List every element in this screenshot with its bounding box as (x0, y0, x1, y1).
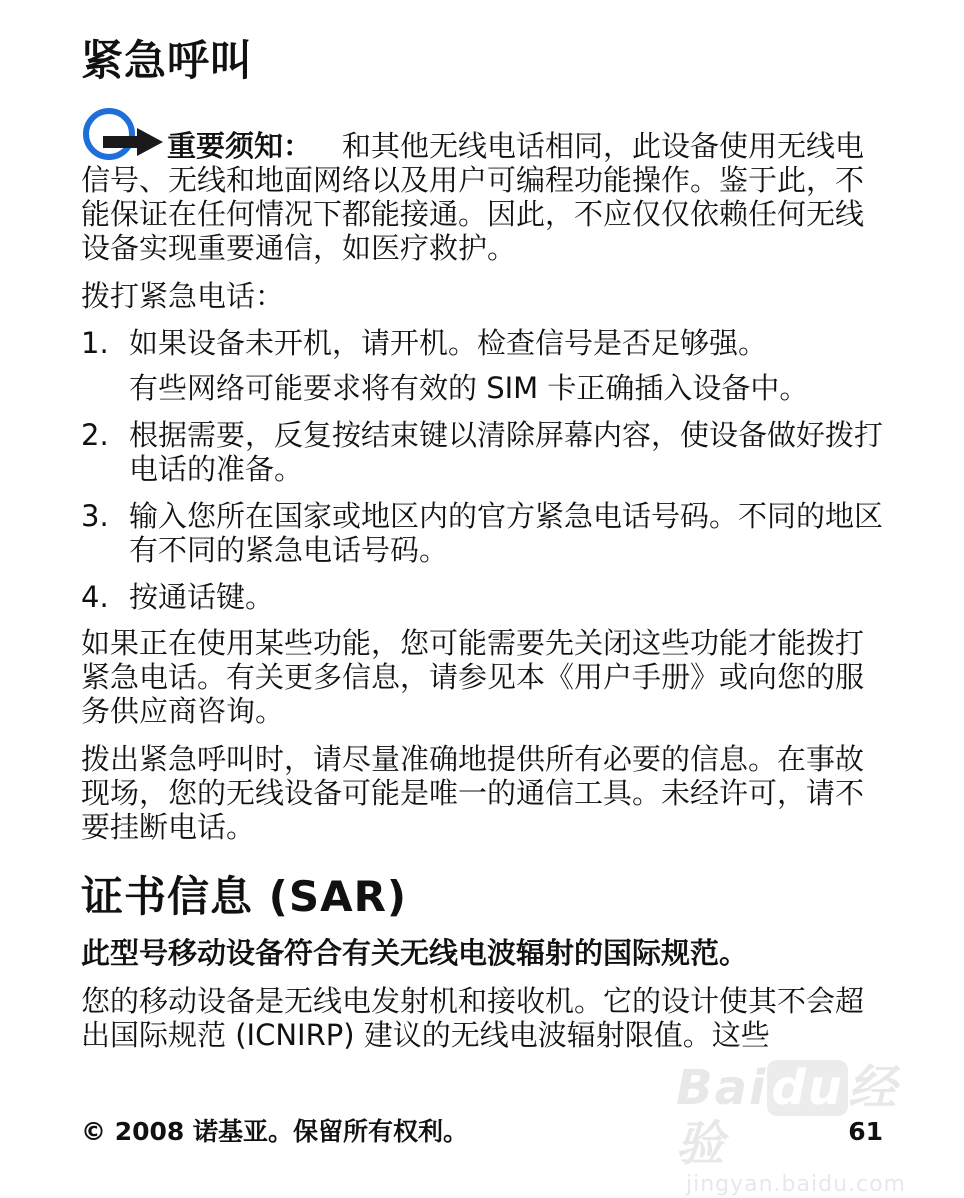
step-text: 如果设备未开机，请开机。检查信号是否足够强。 (129, 326, 768, 360)
important-notice (81, 108, 883, 265)
step-number: 3. (81, 499, 109, 533)
watermark-url: jingyan.baidu.com (685, 1172, 906, 1197)
sar-compliance-statement: 此型号移动设备符合有关无线电波辐射的国际规范。 (81, 936, 749, 970)
steps-list (81, 326, 883, 614)
step-text: 按通话键。 (129, 580, 275, 614)
step-text: 输入您所在国家或地区内的官方紧急电话号码。不同的地区有不同的紧急电话号码。 (129, 499, 884, 567)
list-item (81, 326, 883, 405)
section-title-emergency-calls: 紧急呼叫 (81, 36, 254, 85)
dial-intro: 拨打紧急电话： (81, 279, 285, 313)
important-notice-icon (81, 108, 165, 162)
step-number: 1. (81, 326, 109, 360)
paragraph-emergency-info: 拨出紧急呼叫时，请尽量准确地提供所有必要的信息。在事故现场，您的无线设备可能是唯一的通信工具。未经许可，请不要挂断电话。 (81, 742, 865, 844)
list-item (81, 418, 883, 486)
page-number: 61 (848, 1117, 883, 1146)
step-text: 根据需要，反复按结束键以清除屏幕内容，使设备做好拨打电话的准备。 (129, 418, 884, 486)
copyright-text: © 2008 诺基亚。保留所有权利。 (81, 1117, 468, 1146)
notice-label: 重要须知： (167, 129, 313, 163)
list-item (81, 499, 883, 567)
notice-text: 和其他无线电话相同，此设备使用无线电信号、无线和地面网络以及用户可编程功能操作。鉴于此，不能保证在任何情况下都能接通。因此，不应仅仅依赖任何无线设备实现重要通信，如医疗救护。 (81, 129, 865, 265)
sar-body-text: 您的移动设备是无线电发射机和接收机。它的设计使其不会超出国际规范 (ICNIRP) 建议的无线电波辐射限值。这些 (81, 984, 865, 1052)
section-title-sar: 证书信息 (SAR) (81, 872, 408, 921)
step-number: 2. (81, 418, 109, 452)
list-item (81, 580, 883, 614)
watermark-logo: Baidu经验 (676, 1060, 898, 1172)
page-content (81, 30, 883, 1052)
step-number: 4. (81, 580, 109, 614)
step-subnote: 有些网络可能要求将有效的 SIM 卡正确插入设备中。 (129, 371, 809, 405)
paragraph-features: 如果正在使用某些功能，您可能需要先关闭这些功能才能拨打紧急电话。有关更多信息，请参见本《用户手册》或向您的服务供应商咨询。 (81, 626, 865, 728)
page-footer (81, 1115, 883, 1149)
